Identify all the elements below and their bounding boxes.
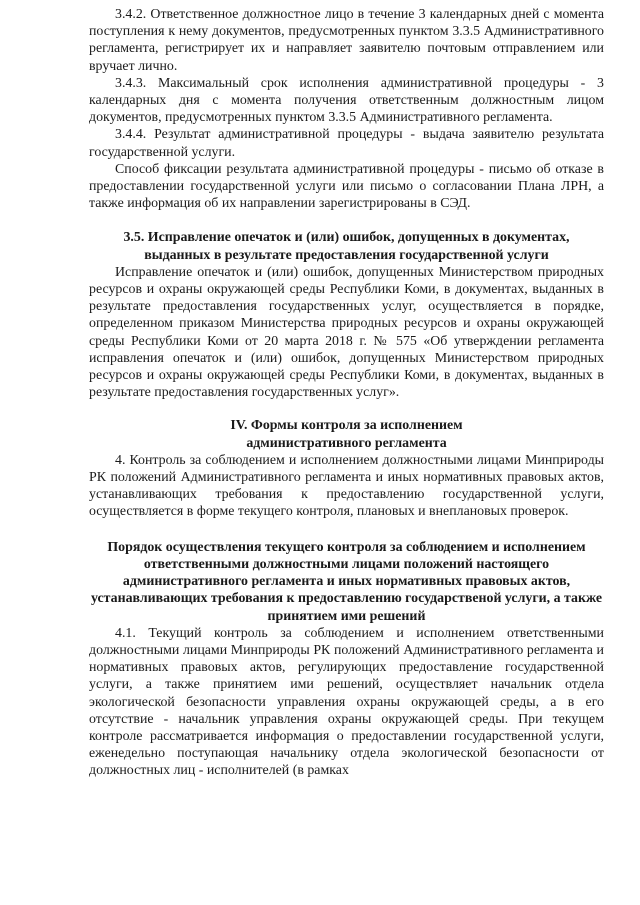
paragraph-3-4-3: 3.4.3. Максимальный срок исполнения административной процедуры - 3 календарных дня с момента получения ответственным должностным лицом документов, предусмотренных пунктом 3.3.5 Административного регламента. — [89, 75, 604, 126]
paragraph-corrections: Исправление опечаток и (или) ошибок, допущенных Министерством природных ресурсов и охраны окружающей среды Республики Коми, в документах, выданных в результате предоставления государственных услуг, осуществляется в порядке, определенном приказом Министерства природных ресурсов и охраны окружающей среды Республики Коми от 20 марта 2018 г. № 575 «Об утверждении регламента исправления опечаток и (или) ошибок, допущенных Министерством природных ресурсов и охраны окружающей среды Республики Коми, в документах, выданных в результате предоставления государственных услуг». — [89, 264, 604, 401]
paragraph-4: 4. Контроль за соблюдением и исполнением должностными лицами Минприроды РК положений Административного регламента и иных нормативных правовых актов, устанавливающих требования к предоставлению государственной услуги, осуществляется в форме текущего контроля, плановых и внеплановых проверок. — [89, 452, 604, 520]
paragraph-fixation-method: Способ фиксации результата административной процедуры - письмо об отказе в предоставлении государственной услуги или письмо о согласовании Плана ЛРН, а также информация об их направлении зарегистрированы в СЭД. — [89, 161, 604, 212]
section-heading-iv-line2: административного регламента — [246, 435, 447, 451]
section-heading-3-5: 3.5. Исправление опечаток и (или) ошибок, допущенных в документах, выданных в результате предоставления государственной услуги — [123, 230, 570, 263]
paragraph-3-4-4: 3.4.4. Результат административной процедуры - выдача заявителю результата государственной услуги. — [89, 127, 604, 160]
subsection-heading-current-control: Порядок осуществления текущего контроля за соблюдением и исполнением ответственными должностными лицами положений настоящего административного регламента и иных нормативных правовых актов, устанавливающих требования к предоставлению государственой услуги, а также принятием ими решений — [90, 539, 603, 624]
paragraph-4-1: 4.1. Текущий контроль за соблюдением и исполнением ответственными должностными лицами Минприроды РК положений Административного регламента и нормативных правовых актов, регулирующих предоставление государственной услуги, а также принятием ими решений, осуществляет начальник отдела экологической безопасности управления охраны окружающей среды, а в его отсутствие - начальник управления охраны окружающей среды. При текущем контроле рассматривается информация о предоставлении государственной услуги, еженедельно поступающая начальнику отдела экологической безопасности от должностных лиц - исполнителей (в рамках — [89, 625, 604, 779]
paragraph-3-4-2: 3.4.2. Ответственное должностное лицо в течение 3 календарных дней с момента поступления к нему документов, предусмотренных пунктом 3.3.5 Административного регламента, регистрирует их и направляет заявителю почтовым отправлением или вручает лично. — [89, 7, 604, 74]
section-heading-iv-line1: IV. Формы контроля за исполнением — [230, 418, 463, 434]
